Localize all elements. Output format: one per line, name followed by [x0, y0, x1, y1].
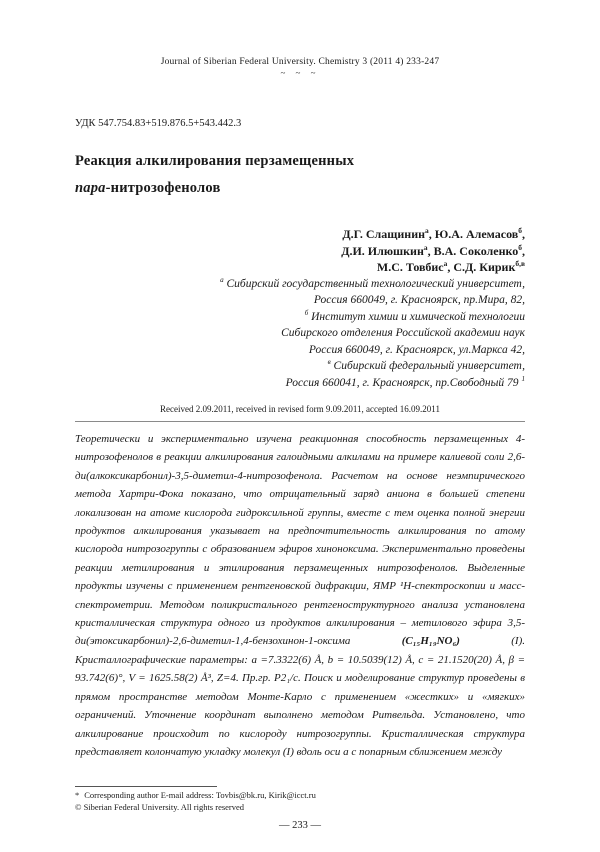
author-name: , Ю.А. Алемасов [428, 227, 519, 241]
abstract [75, 430, 525, 761]
udk-code: УДК 547.754.83+519.876.5+543.442.3 [75, 118, 242, 129]
footnote-block [75, 786, 525, 813]
chemical-formula: (C₁₅H₁₉NO₆) [401, 635, 460, 648]
affiliation-marker: а [220, 275, 224, 284]
affiliation-marker: а [425, 226, 429, 235]
affiliation-marker: б,в [515, 259, 525, 268]
abstract-text-2: (I). Кристаллографические параметры: a =7.3322(6) Å, b = 10.5039(12) Å, c = 21.1520(20) Å, β = 93.742(6)°, V = 1625.58(2) Å³, Z=4. Пр.гр. P2₁/c. Поиск и моделирование структур проведены в прямом пространстве методом Монте-Карло с применением «жестких» и «мягких» ограничений. Уточнение координат выполнено методом Ритвельда. Установлено, что алкилирование происходит по кислороду нитрозогруппы. Кристаллическая структура представляет колончатую укладку молекул (I) вдоль оси a с попарным сближением между [75, 635, 525, 758]
title-line-1: Реакция алкилирования перзамещенных [75, 153, 355, 169]
affiliation-marker: в [327, 358, 331, 367]
header-ornament: ~ ~ ~ [280, 68, 320, 78]
footnote-rule [75, 786, 217, 787]
affiliation-text: Россия 660049, г. Красноярск, ул.Маркса 42, [308, 343, 525, 356]
author-name: Д.И. Илюшкин [341, 243, 424, 258]
affiliation-text: Сибирский государственный технологический университет, [223, 277, 525, 290]
affiliation-line [75, 342, 525, 359]
author-line-2 [75, 243, 525, 260]
affiliation-line [75, 276, 525, 293]
received-dates: Received 2.09.2011, received in revised form 9.09.2011, accepted 16.09.2011 [160, 404, 440, 414]
divider-rule [75, 421, 525, 422]
affiliation-line [75, 309, 525, 326]
article-title [75, 148, 525, 202]
footnote-ref: 1 [521, 374, 525, 383]
author-line-1 [75, 226, 525, 243]
affiliation-line [75, 375, 525, 392]
affiliation-line [75, 358, 525, 375]
author-name: , С.Д. Кирик [447, 260, 516, 274]
author-line-3 [75, 259, 525, 276]
copyright-note: © Siberian Federal University. All rights reserved [75, 801, 245, 812]
corresponding-author-note [75, 790, 525, 802]
journal-header: Journal of Siberian Federal University. Chemistry 3 (2011 4) 233-247 [160, 57, 440, 67]
footnote-marker: * [75, 790, 80, 800]
affiliation-marker: а [423, 242, 428, 252]
title-line-2-italic: пара [75, 180, 106, 196]
affiliation-marker: а [443, 259, 448, 268]
affiliation-text: Россия 660049, г. Красноярск, пр.Мира, 82, [313, 294, 525, 306]
affiliation-line [75, 292, 525, 309]
affiliations-block [75, 276, 525, 392]
page-content [0, 57, 600, 761]
affiliation-marker: б [518, 226, 522, 235]
affiliation-text: Сибирский федеральный университет, [330, 360, 525, 372]
affiliation-text: Россия 660041, г. Красноярск, пр.Свободный 79 [285, 376, 522, 389]
page-number: — 233 — [279, 820, 321, 831]
author-name: Д.Г. Слащинин [342, 227, 426, 241]
corresponding-author-text: Corresponding author E-mail address: Tovbis@bk.ru, Kirik@icct.ru [84, 790, 316, 800]
author-separator: , [522, 243, 525, 258]
abstract-text-1: Теоретически и экспериментально изучена реакционная способность перзамещенных 4-нитрозофенолов в реакции алкилирования галоидными алкилами на примере калиевой соли 2,6-ди(алкоксикарбонил)-3,5-диметил-4-нитрозофенола. Расчетом на основе неэмпирического метода Хартри-Фока показано, что отрицательный заряд аниона в большей степени локализован на атоме кислорода гидроксильной группы, вместе с тем оценка полной энергии продуктов алкилирования указывает на предпочтительность алкилирования по атому кислорода нитрозогруппы с образованием эфиров хиноноксима. Экспериментально проведены реакции метилирования и этилирования перзамещенных нитрозофенолов. Выделенные продукты изучены с применением рентгеновской дифракции, ЯМР ¹Н-спектроскопии и масс-спектрометрии. Методом поликристального рентгеноструктурного анализа установлена кристаллическая структура одного из продуктов алкилирования – метилового эфира 3,5-ди(этоксикарбонил)-2,6-диметил-1,4-бензохинон-1-оксима [75, 433, 525, 648]
affiliation-text: Институт химии и химической технологии [308, 310, 525, 323]
author-separator: , [522, 227, 525, 241]
affiliation-text: Сибирского отделения Российской академии наук [281, 327, 525, 339]
authors-block [75, 226, 525, 276]
affiliation-marker: б [518, 242, 522, 252]
affiliation-marker: б [304, 308, 309, 317]
affiliation-line [75, 325, 525, 342]
title-line-2-rest: -нитрозофенолов [105, 180, 221, 196]
author-name: М.С. Товбис [376, 260, 444, 274]
author-name: , В.А. Соколенко [427, 243, 519, 258]
